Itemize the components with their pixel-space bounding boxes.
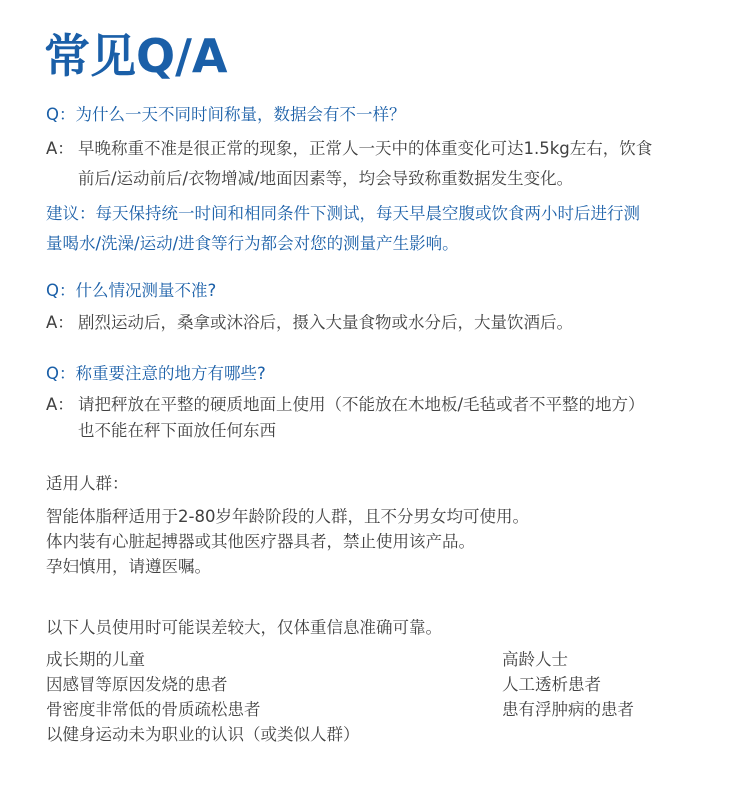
advice-1	[46, 199, 706, 259]
applicable-heading: 适用人群：	[46, 474, 129, 493]
applicable-line-3: 孕妇慎用，请遵医嘱。	[46, 557, 211, 576]
answer-1-line-1: 早晚称重不准是很正常的现象，正常人一天中的体重变化可达1.5kg左右，饮食	[78, 139, 653, 158]
applicable-list	[46, 504, 529, 579]
answer-1-prefix: A：	[46, 139, 74, 158]
accuracy-right-item-1: 高龄人士	[502, 650, 568, 669]
accuracy-right-item-3: 患有浮肿病的患者	[502, 700, 634, 719]
advice-1-line-1: 建议：每天保持统一时间和相同条件下测试，每天早晨空腹或饮食两小时后进行测	[46, 204, 640, 223]
answer-2-line-1: 剧烈运动后，桑拿或沐浴后，摄入大量食物或水分后，大量饮酒后。	[78, 313, 573, 332]
answer-3-line-1: 请把秤放在平整的硬质地面上使用（不能放在木地板/毛毡或者不平整的地方）	[78, 395, 645, 414]
question-2: Q：什么情况测量不准?	[46, 281, 217, 300]
applicable-line-1: 智能体脂秤适用于2-80岁年龄阶段的人群，且不分男女均可使用。	[46, 507, 529, 526]
applicable-line-2: 体内装有心脏起搏器或其他医疗器具者，禁止使用该产品。	[46, 532, 475, 551]
question-1: Q：为什么一天不同时间称量，数据会有不一样？	[46, 105, 406, 124]
accuracy-right-list	[502, 647, 634, 722]
accuracy-left-list	[46, 647, 360, 747]
answer-3-line-2: 也不能在秤下面放任何东西	[78, 421, 276, 440]
answer-1-line-2: 前后/运动前后/衣物增减/地面因素等，均会导致称重数据发生变化。	[78, 169, 574, 188]
advice-1-line-2: 量喝水/洗澡/运动/进食等行为都会对您的测量产生影响。	[46, 234, 459, 253]
accuracy-left-item-4: 以健身运动未为职业的认识（或类似人群）	[46, 725, 360, 744]
accuracy-left-item-1: 成长期的儿童	[46, 650, 145, 669]
accuracy-right-item-2: 人工透析患者	[502, 675, 601, 694]
question-3: Q：称重要注意的地方有哪些?	[46, 364, 266, 383]
answer-3-prefix: A：	[46, 395, 74, 414]
accuracy-left-item-3: 骨密度非常低的骨质疏松患者	[46, 700, 261, 719]
accuracy-heading: 以下人员使用时可能误差较大，仅体重信息准确可靠。	[46, 618, 442, 637]
answer-2-prefix: A：	[46, 313, 74, 332]
answer-3	[46, 392, 645, 444]
answer-1	[46, 136, 652, 192]
page-title: 常见Q/A	[44, 29, 228, 83]
answer-2	[46, 310, 573, 336]
accuracy-left-item-2: 因感冒等原因发烧的患者	[46, 675, 228, 694]
